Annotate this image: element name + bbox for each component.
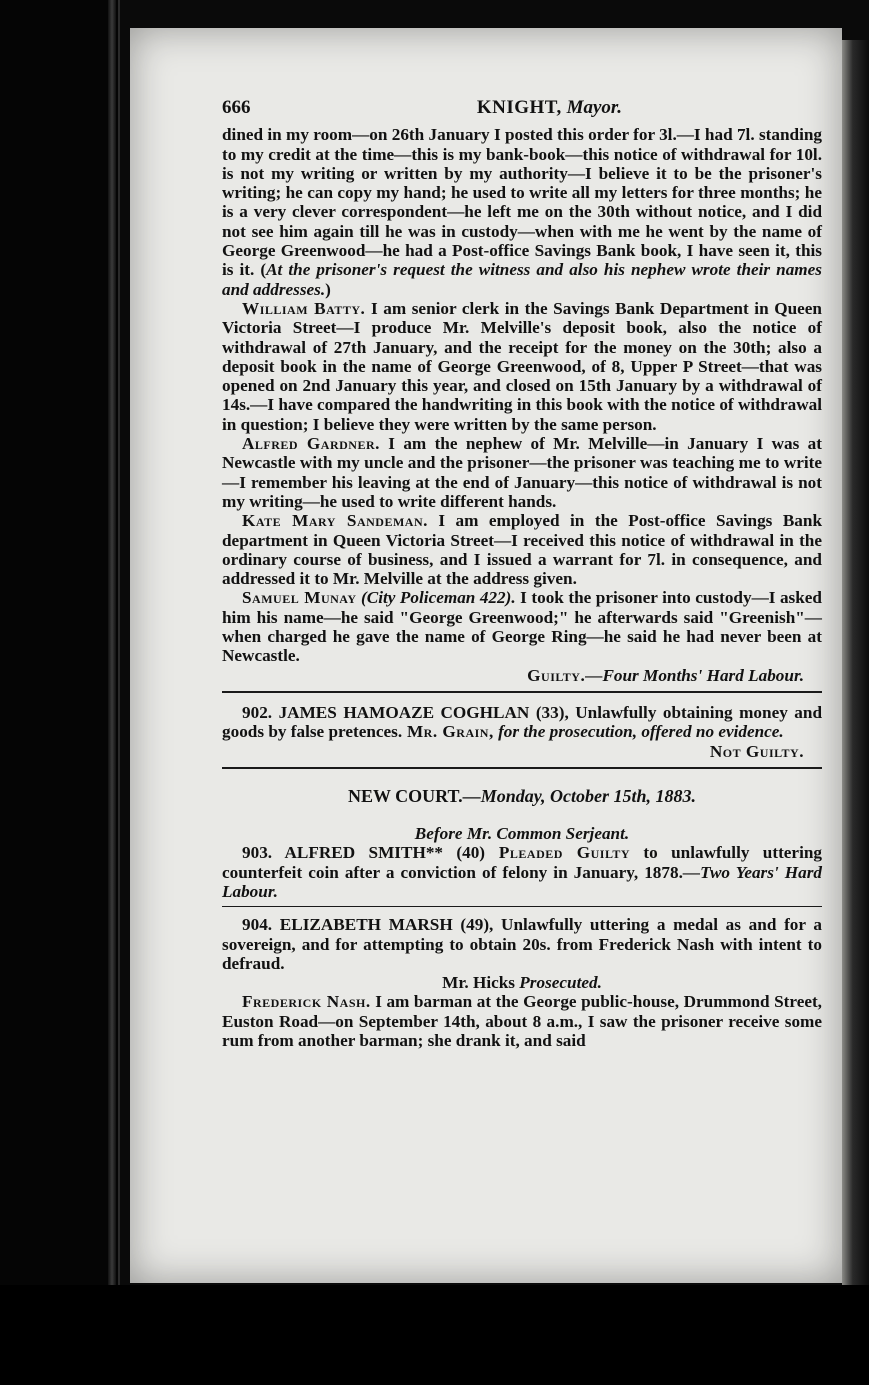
page-edge-right (842, 40, 869, 1285)
judge-line: Before Mr. Common Serjeant. (414, 824, 630, 844)
book-page (130, 28, 842, 1283)
section-rule (222, 767, 822, 769)
page-text (222, 98, 822, 1050)
testimony-gardner: Alfred Gardner. I am the nephew of Mr. Melville—in January I was at Newcastle with my uncle and the prisoner—the prisoner was teaching me to write—I remember his leaving at the end of January—this notice of withdrawal is not my writing—he used to write different hands. (222, 434, 822, 511)
case-904: 904. ELIZABETH MARSH (49), Unlawfully uttering a medal as and for a sovereign, and for attempting to obtain 20s. from Frederick Nash with intent to defraud. (222, 915, 823, 973)
running-header (222, 98, 622, 117)
verdict-902: Not Guilty. (709, 741, 804, 761)
scan-background (0, 1285, 869, 1385)
testimony-continued: dined in my room—on 26th January I posted this order for 3l.—I had 7l. standing to my credit at the time—this is my bank-book—this notice of withdrawal for 10l. is not my writing or written by my authority—I believe it to be the prisoner's writing; he can copy my hand; he used to write all my letters for three months; he is a very clever correspondent—he left me on the 30th without notice, and I did not see him again till he was in custody—when with me he went by the name of George Greenwood—he had a Post-office Savings Bank book, I have seen it, this is it. (At the prisoner's request the witness and also his nephew wrote their names and addresses.) (222, 125, 822, 299)
testimony-nash: Frederick Nash. I am barman at the George public-house, Drummond Street, Euston Road—on September 14th, about 8 a.m., I saw the prisoner receive some rum from another barman; she drank it, and said (222, 992, 822, 1051)
witness-name: Samuel Munay (242, 588, 357, 608)
case-902: 902. JAMES HAMOAZE COGHLAN (33), Unlawfully obtaining money and goods by false pretences. Mr. Grain, for the prosecution, offered no evidence. (222, 702, 823, 742)
running-title: KNIGHT, Mayor. (476, 97, 622, 118)
page-number: 666 (222, 97, 251, 118)
verdict: Guilty.—Four Months' Hard Labour. (527, 665, 804, 685)
prosecutor-line: Mr. Hicks Prosecuted. (442, 973, 602, 993)
witness-name: Kate Mary Sandeman. (242, 511, 428, 531)
testimony-munay: Samuel Munay (City Policeman 422). I took the prisoner into custody—I asked him his name—he said "George Greenwood;" he afterwards said "Greenish"—when charged he gave the name of George Ring—he said he had never been at Newcastle. (222, 588, 822, 666)
section-rule (222, 906, 822, 907)
testimony-batty: William Batty. I am senior clerk in the Savings Bank Department in Queen Victoria Street—I produce Mr. Melville's deposit book, also the notice of withdrawal of 27th January, and the receipt for the money on the 30th; also a deposit book in the name of George Greenwood, of 8, Upper P Street—that was opened on 2nd January this year, and closed on 15th January by a withdrawal of 14s.—I have compared the handwriting in this book with the notice of withdrawal in question; I believe they were written by the same person. (222, 298, 822, 434)
case-903: 903. ALFRED SMITH** (40) Pleaded Guilty to unlawfully uttering counterfeit coin after a conviction of felony in January, 1878.—Two Years' Hard Labour. (222, 843, 823, 901)
witness-name: Frederick Nash. (242, 992, 371, 1012)
book-cover-left (0, 0, 120, 1290)
book-spine-edge (108, 0, 116, 1290)
testimony-sandeman: Kate Mary Sandeman. I am employed in the Post-office Savings Bank department in Queen Victoria Street—I received this notice of withdrawal in the ordinary course of business, and I issued a warrant for 7l. in consequence, and addressed it to Mr. Melville at the address given. (222, 511, 822, 589)
section-rule (222, 691, 822, 693)
court-heading: NEW COURT.—Monday, October 15th, 1883. (347, 785, 697, 806)
witness-name: Alfred Gardner. (242, 434, 380, 454)
witness-name: William Batty. (242, 298, 366, 318)
